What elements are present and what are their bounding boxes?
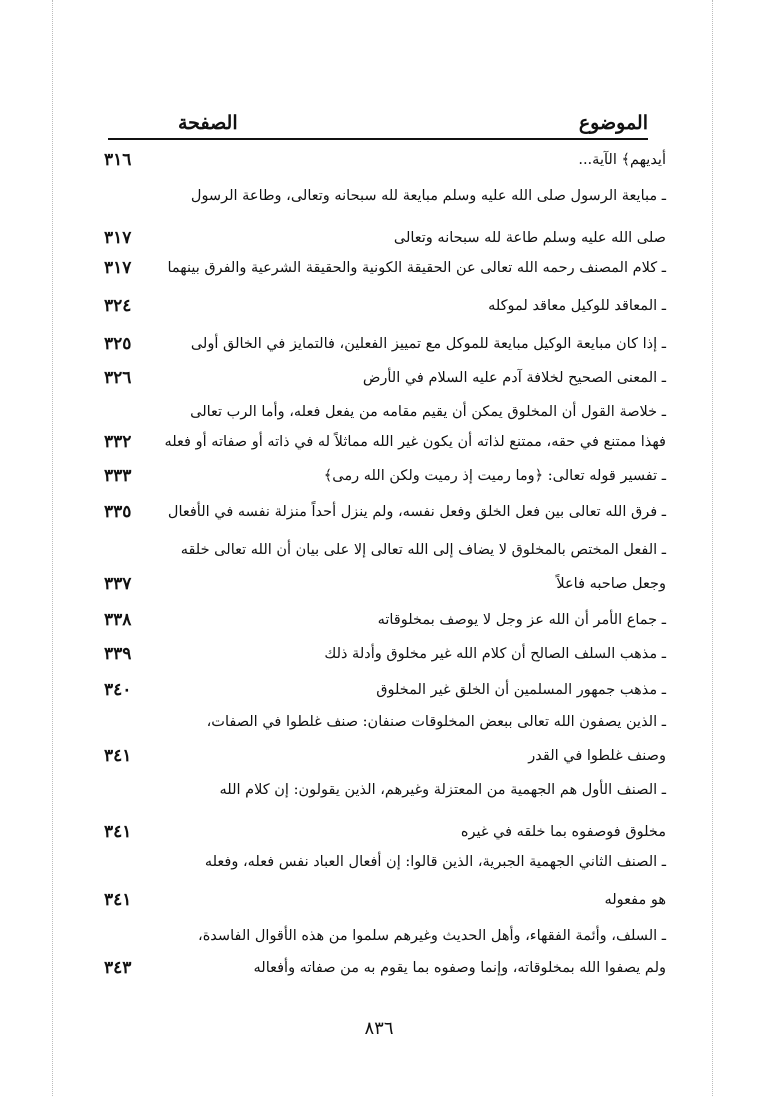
entry-page-number: ٣٣٨ bbox=[104, 610, 132, 630]
entry-page-number: ٣٢٦ bbox=[104, 368, 132, 388]
entry-text-line: ـ فرق الله تعالى بين فعل الخلق وفعل نفسه، ولم ينزل أحداً منزلة نفسه في الأفعال bbox=[167, 504, 666, 520]
entry-text-line: وصنف غلطوا في القدر bbox=[528, 748, 666, 764]
entry-page-number: ٣١٧ bbox=[104, 228, 132, 248]
entry-page-number: ٣٢٥ bbox=[104, 334, 132, 354]
entry-page-number: ٣٣٢ bbox=[104, 432, 132, 452]
entry-text-line: ـ تفسير قوله تعالى: ﴿وما رميت إذ رميت ولكن الله رمى﴾ bbox=[323, 468, 666, 484]
topic-column-heading: الموضوع bbox=[578, 112, 648, 134]
entry-text-line: ـ المعنى الصحيح لخلافة آدم عليه السلام في الأرض bbox=[362, 370, 666, 386]
entry-page-number: ٣٤١ bbox=[104, 890, 132, 910]
entry-text-line: ـ الصنف الثاني الجهمية الجبرية، الذين قالوا: إن أفعال العباد نفس فعله، وفعله bbox=[204, 854, 666, 870]
entry-text-line: أيديهم﴾ الآية... bbox=[578, 152, 666, 168]
entry-text-line: ـ كلام المصنف رحمه الله تعالى عن الحقيقة الكونية والحقيقة الشرعية والفرق بينهما bbox=[167, 260, 666, 276]
entry-text-line: ـ خلاصة القول أن المخلوق يمكن أن يقيم مقامه من يفعل فعله، وأما الرب تعالى bbox=[190, 404, 666, 420]
entry-page-number: ٣٤١ bbox=[104, 822, 132, 842]
entry-text-line: ـ مذهب السلف الصالح أن كلام الله غير مخلوق وأدلة ذلك bbox=[324, 646, 666, 662]
entry-text-line: ـ جماع الأمر أن الله عز وجل لا يوصف بمخلوقاته bbox=[377, 612, 666, 628]
entry-text-line: فهذا ممتنع في حقه، ممتنع لذاته أن يكون غير الله مماثلاً له في ذاته أو صفاته أو فعله bbox=[164, 434, 666, 450]
entry-page-number: ٣٤٠ bbox=[104, 680, 132, 700]
entry-page-number: ٣٤٣ bbox=[104, 958, 132, 978]
entry-text-line: ـ مبايعة الرسول صلى الله عليه وسلم مبايعة لله سبحانه وتعالى، وطاعة الرسول bbox=[190, 188, 666, 204]
page-number: ٨٣٦ bbox=[364, 1018, 394, 1039]
entry-text-line: ـ السلف، وأئمة الفقهاء، وأهل الحديث وغيرهم سلموا من هذه الأقوال الفاسدة، bbox=[198, 928, 666, 944]
entry-page-number: ٣١٧ bbox=[104, 258, 132, 278]
entry-text-line: ـ المعاقد للوكيل معاقد لموكله bbox=[488, 298, 666, 314]
entry-page-number: ٣١٦ bbox=[104, 150, 132, 170]
entry-page-number: ٣٣٣ bbox=[104, 466, 132, 486]
entry-text-line: ـ إذا كان مبايعة الوكيل مبايعة للموكل مع تمييز الفعلين، فالتمايز في الخالق أولى bbox=[190, 336, 666, 352]
entry-page-number: ٣٢٤ bbox=[104, 296, 132, 316]
entry-text-line: مخلوق فوصفوه بما خلقه في غيره bbox=[460, 824, 666, 840]
entry-page-number: ٣٣٥ bbox=[104, 502, 132, 522]
entry-text-line: هو مفعوله bbox=[604, 892, 666, 908]
entry-text-line: ـ مذهب جمهور المسلمين أن الخلق غير المخلوق bbox=[376, 682, 666, 698]
entry-text-line: صلى الله عليه وسلم طاعة لله سبحانه وتعالى bbox=[393, 230, 666, 246]
entry-text-line: ـ الفعل المختص بالمخلوق لا يضاف إلى الله تعالى إلا على بيان أن الله تعالى خلقه bbox=[180, 542, 666, 558]
entry-text-line: ولم يصفوا الله بمخلوقاته، وإنما وصفوه بما يقوم به من صفاته وأفعاله bbox=[253, 960, 666, 976]
entry-text-line: وجعل صاحبه فاعلاً bbox=[556, 576, 666, 592]
entry-text-line: ـ الصنف الأول هم الجهمية من المعتزلة وغيرهم، الذين يقولون: إن كلام الله bbox=[219, 782, 666, 798]
page-column-heading: الصفحة bbox=[178, 112, 238, 134]
entry-text-line: ـ الذين يصفون الله تعالى ببعض المخلوقات صنفان: صنف غلطوا في الصفات، bbox=[206, 714, 666, 730]
entry-page-number: ٣٣٩ bbox=[104, 644, 132, 664]
entry-page-number: ٣٤١ bbox=[104, 746, 132, 766]
entry-page-number: ٣٣٧ bbox=[104, 574, 132, 594]
